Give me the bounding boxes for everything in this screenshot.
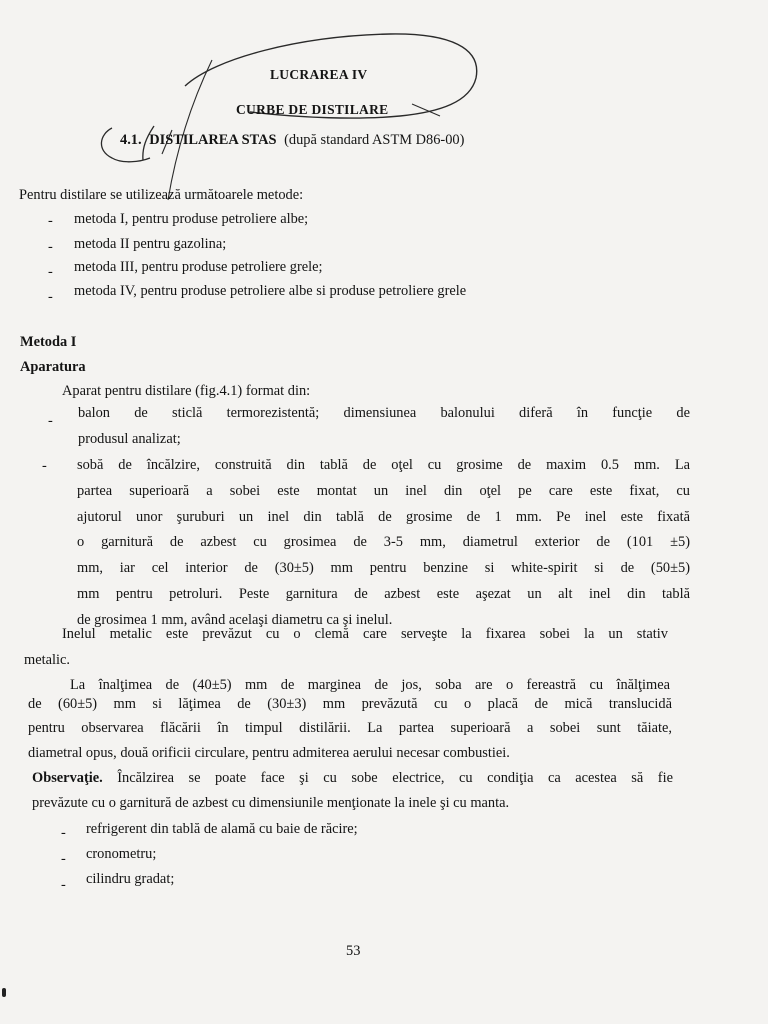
list-bullet: -	[48, 213, 53, 229]
list-item-line: produsul analizat;	[78, 431, 181, 447]
list-item-line: sobă de încălzire, construită din tablă de oţel cu grosime de maxim 0.5 mm. La	[77, 457, 690, 473]
list-item	[78, 404, 690, 422]
list-bullet: -	[61, 877, 66, 893]
list-bullet: -	[61, 825, 66, 841]
list-bullet: -	[48, 264, 53, 280]
list-item	[77, 453, 690, 634]
list-bullet: -	[61, 851, 66, 867]
apparatus-heading: Aparatura	[20, 359, 86, 375]
list-item: metoda IV, pentru produse petroliere albe si produse petroliere grele	[74, 283, 467, 299]
method-heading: Metoda I	[20, 334, 77, 350]
observation-text: Încălzirea se poate face şi cu sobe electrice, cu condiţia ca acestea să fie	[117, 770, 673, 786]
paragraph-line: diametral opus, două orificii circulare, pentru admiterea aerului necesar combustiei.	[28, 744, 510, 761]
paragraph	[62, 625, 668, 643]
list-item-line: de grosimea 1 mm, având acelaşi diametru ca şi inelul.	[77, 611, 393, 628]
list-item: metoda I, pentru produse petroliere albe;	[74, 211, 309, 227]
list-item: metoda III, pentru produse petroliere grele;	[74, 259, 323, 275]
list-bullet: -	[42, 458, 47, 474]
list-item-line: ajutorul unor şuruburi un inel din tablă de grosime de 1 mm. Pe inel este fixată	[77, 508, 690, 525]
paragraph-line: pentru observarea flăcării în timpul distilării. La partea superioară a sobei sunt tăiate,	[28, 720, 672, 737]
observation-line: prevăzute cu o garnitură de azbest cu dimensiunile menţionate la inele şi cu manta.	[32, 795, 510, 811]
paragraph-line: de (60±5) mm si lăţimea de (30±3) mm prevăzută cu o placă de mică translucidă	[28, 696, 672, 712]
section-heading	[120, 131, 464, 149]
list-item: cronometru;	[86, 846, 157, 862]
section-number: 4.1.	[120, 132, 142, 148]
list-bullet: -	[48, 239, 53, 255]
observation-line	[32, 769, 673, 787]
section-title: DISTILAREA STAS	[149, 132, 277, 148]
paragraph-line: La înalţimea de (40±5) mm de marginea de jos, soba are o fereastră cu înălţimea	[70, 677, 670, 693]
list-item-line: o garnitură de azbest cu grosimea de 3-5 mm, diametrul exterior de (101 ±5)	[77, 534, 690, 551]
list-bullet: -	[48, 289, 53, 305]
section-standard: (după standard ASTM D86-00)	[284, 132, 465, 148]
list-item-line: partea superioară a sobei este montat un inel din oţel pe care este fixat, cu	[77, 482, 690, 499]
list-item: refrigerent din tablă de alamă cu baie de răcire;	[86, 821, 358, 837]
list-item-line: balon de sticlă termorezistentă; dimensiunea balonului diferă în funcţie de	[78, 405, 690, 421]
list-bullet: -	[48, 413, 53, 429]
list-item-line: mm, iar cel interior de (30±5) mm pentru benzine si white-spirit si de (50±5)	[77, 560, 690, 577]
list-item: cilindru gradat;	[86, 871, 175, 887]
paragraph	[28, 692, 672, 765]
page-title: LUCRAREA IV	[270, 67, 368, 82]
list-item: metoda II pentru gazolina;	[74, 236, 227, 252]
intro-text: Pentru distilare se utilizează următoarele metode:	[19, 187, 304, 203]
page-number: 53	[346, 943, 361, 959]
observation-label: Observaţie.	[32, 770, 103, 786]
scan-speck	[2, 988, 6, 997]
list-item-line: mm pentru petroluri. Peste garnitura de azbest este aşezat un alt inel din tablă	[77, 585, 690, 602]
paragraph-line: Inelul metalic este prevăzut cu o clemă care serveşte la fixarea sobei la un stativ	[62, 626, 668, 642]
page-subtitle: CURBE DE DISTILARE	[236, 102, 389, 117]
paragraph-line: metalic.	[24, 652, 70, 668]
apparatus-intro: Aparat pentru distilare (fig.4.1) format din:	[62, 383, 311, 399]
